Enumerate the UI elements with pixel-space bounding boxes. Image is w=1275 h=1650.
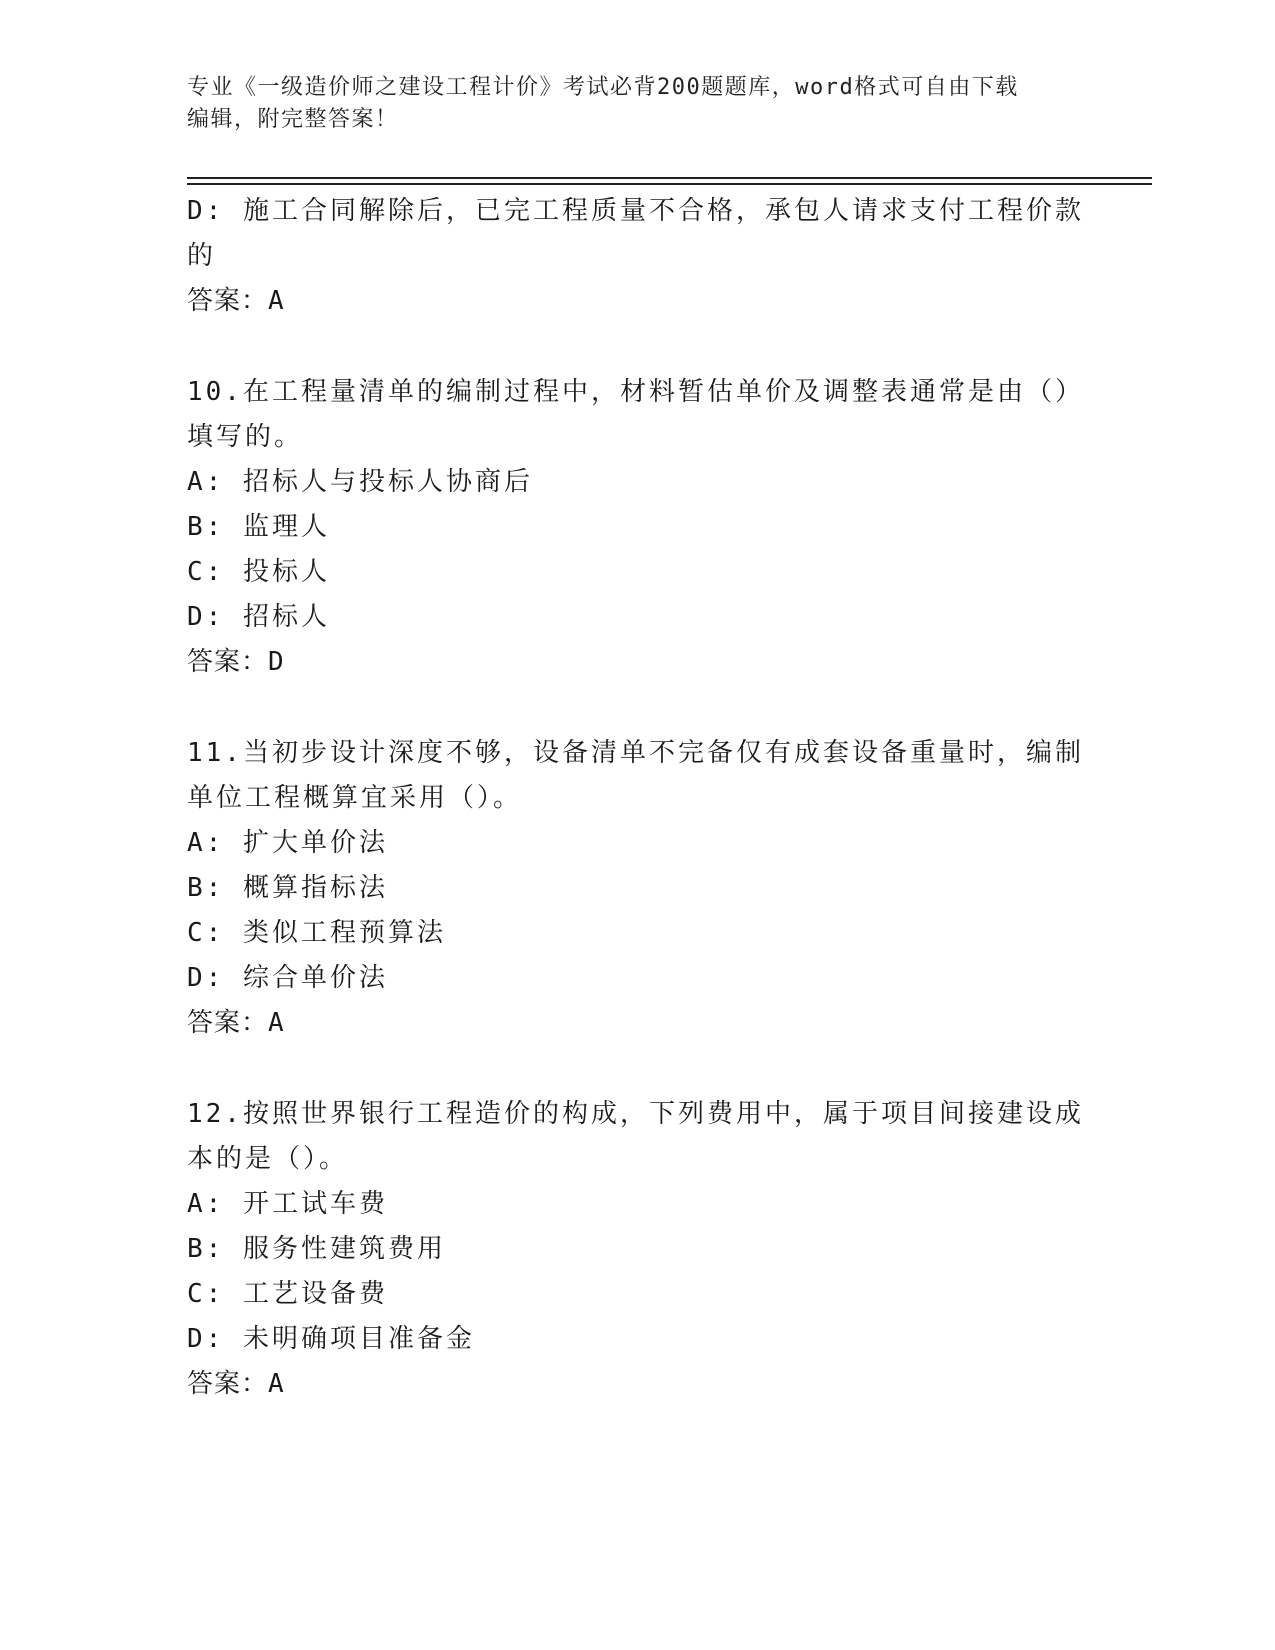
- question-stem-continuation: 单位工程概算宜采用（）。: [187, 783, 523, 813]
- document-header: [187, 72, 1087, 136]
- option-b: B: 监理人: [187, 512, 330, 542]
- question-stem-continuation: 本的是（）。: [187, 1144, 349, 1174]
- option-a: A: 开工试车费: [187, 1189, 388, 1219]
- answer-value: A: [268, 286, 285, 316]
- previous-question-fragment: [187, 189, 1087, 324]
- answer-line: [187, 640, 1087, 685]
- question-stem: 12.按照世界银行工程造价的构成，下列费用中，属于项目间接建设成: [187, 1099, 1084, 1129]
- option-c: C: 投标人: [187, 557, 330, 587]
- option-b: B: 服务性建筑费用: [187, 1234, 446, 1264]
- question-10: [187, 370, 1087, 685]
- answer-line: [187, 279, 1087, 324]
- question-stem: 10.在工程量清单的编制过程中，材料暂估单价及调整表通常是由（）: [187, 377, 1084, 407]
- answer-value: A: [268, 1369, 285, 1399]
- spacer: [187, 324, 1087, 370]
- answer-label: 答案：: [187, 286, 269, 316]
- question-11: [187, 731, 1087, 1046]
- option-b: B: 概算指标法: [187, 873, 388, 903]
- option-d: D: 综合单价法: [187, 963, 388, 993]
- answer-label: 答案：: [187, 1369, 269, 1399]
- option-d: D: 未明确项目准备金: [187, 1324, 475, 1354]
- option-d: D: 招标人: [187, 602, 330, 632]
- option-a: A: 招标人与投标人协商后: [187, 467, 533, 497]
- answer-label: 答案：: [187, 1008, 269, 1038]
- answer-label: 答案：: [187, 647, 269, 677]
- header-line-1: 专业《一级造价师之建设工程计价》考试必背200题题库，word格式可自由下载: [187, 75, 1019, 100]
- question-stem: 11.当初步设计深度不够，设备清单不完备仅有成套设备重量时，编制: [187, 738, 1084, 768]
- answer-value: A: [268, 1008, 285, 1038]
- question-stem-continuation: 填写的。: [187, 422, 304, 452]
- header-line-2: 编辑，附完整答案！: [187, 107, 399, 132]
- option-d-continuation: 的: [187, 241, 217, 271]
- question-content: [187, 189, 1087, 1407]
- question-12: [187, 1092, 1087, 1407]
- spacer: [187, 1046, 1087, 1092]
- answer-line: [187, 1362, 1087, 1407]
- spacer: [187, 685, 1087, 731]
- option-d: D: 施工合同解除后，已完工程质量不合格，承包人请求支付工程价款: [187, 196, 1084, 226]
- header-divider-top: [187, 177, 1152, 179]
- option-c: C: 工艺设备费: [187, 1279, 388, 1309]
- header-divider-bottom: [187, 183, 1152, 185]
- option-a: A: 扩大单价法: [187, 828, 388, 858]
- answer-line: [187, 1001, 1087, 1046]
- answer-value: D: [268, 647, 285, 677]
- option-c: C: 类似工程预算法: [187, 918, 446, 948]
